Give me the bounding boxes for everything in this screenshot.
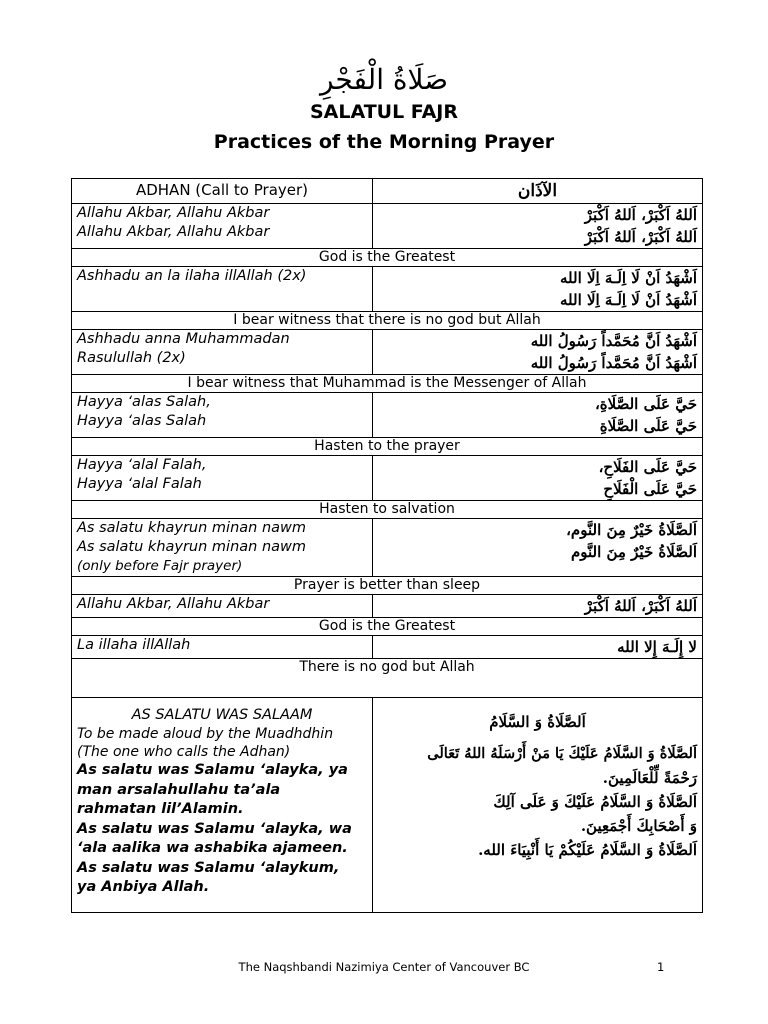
salawat-arabic-title: اَلصَّلَاةُ وَ السَّلَامُ [489,713,586,731]
meaning-row [72,312,703,330]
transliteration-line: As salatu khayrun minan nawm [77,539,307,555]
page-subtitle: Practices of the Morning Prayer [213,131,555,153]
salawat-arabic-line: وَ أَصْحَابِكَ أَجْمَعِينَ. [580,817,697,835]
table-row [72,636,703,659]
adhan-heading-arabic: الآذَان [373,179,703,204]
arabic-cell [373,393,703,438]
transliteration-line: La illaha illAllah [77,637,191,653]
table-row [72,519,703,577]
transliteration-line: Hayya ‘alas Salah, [77,394,211,410]
table-row [72,204,703,249]
meaning-text: Hasten to the prayer [72,438,703,456]
salawat-arabic-line: رَحْمَةً لِّلْعَالَمِينَ. [602,769,697,787]
arabic-cell [373,456,703,501]
transliteration-cell [72,456,373,501]
arabic-title: صَلَاةُ الْفَجْرِ [319,63,449,96]
transliteration-line: Ashhadu anna Muhammadan [77,331,290,347]
meaning-text: God is the Greatest [72,618,703,636]
meaning-text: Hasten to salvation [72,501,703,519]
meaning-text: I bear witness that Muhammad is the Messenger of Allah [72,375,703,393]
arabic-line: اَللهُ اَكْبَرْ، اَللهُ اَكْبَرْ [584,228,697,246]
arabic-line: حَيَّ عَلَى الْفَلَاحِ [603,480,697,498]
arabic-line: اَللهُ اَكْبَرْ، اَللهُ اَكْبَرْ [584,597,697,615]
salawat-line: As salatu was Salamu ‘alayka, ya [77,762,348,778]
salawat-arabic-line: اَلصَّلَاةُ وَ السَّلَامُ عَلَيْكَ وَ عَلَى آلِكَ [493,793,697,811]
transliteration-cell [72,267,373,312]
transliteration-cell [72,636,373,659]
table-row [72,456,703,501]
transliteration-note: (only before Fajr prayer) [77,558,243,574]
transliteration-cell [72,204,373,249]
salawat-note: (The one who calls the Adhan) [77,744,291,760]
meaning-row [72,438,703,456]
meaning-row [72,659,703,698]
transliteration-line: Hayya ‘alas Salah [77,413,207,429]
table-row [72,330,703,375]
adhan-table [71,178,703,913]
meaning-row [72,375,703,393]
salawat-line: ‘ala aalika wa ashabika ajameen. [77,840,348,856]
meaning-row [72,618,703,636]
transliteration-line: Ashhadu an la ilaha illAllah (2x) [77,268,307,284]
salawat-note: To be made aloud by the Muadhdhin [77,726,334,742]
meaning-row [72,501,703,519]
arabic-cell [373,204,703,249]
table-row [72,393,703,438]
salawat-transliteration-cell [72,698,373,913]
meaning-row [72,249,703,267]
meaning-text: God is the Greatest [72,249,703,267]
arabic-line: اَشْهَدُ اَنْ لَا اِلَـهَ اِلَا الله [559,269,697,287]
transliteration-line: Hayya ‘alal Falah [77,476,202,492]
transliteration-line: Allahu Akbar, Allahu Akbar [77,205,270,221]
arabic-cell [373,636,703,659]
salawat-line: As salatu was Salamu ‘alayka, wa [77,820,352,837]
salawat-row [72,698,703,913]
meaning-text: I bear witness that there is no god but Allah [72,312,703,330]
transliteration-cell [72,330,373,375]
footer-organization: The Naqshbandi Nazimiya Center of Vancouver BC [238,960,530,974]
arabic-cell [373,267,703,312]
arabic-line: حَيَّ عَلَى الصَّلَاةِ [599,417,697,435]
table-row [72,595,703,618]
transliteration-line: Hayya ‘alal Falah, [77,457,207,473]
arabic-cell [373,595,703,618]
page-number: 1 [657,960,665,974]
arabic-line: اَلصَّلَاةُ خَيْرٌ مِنَ النَّوم، [566,521,697,539]
transliteration-line: Rasulullah (2x) [77,350,186,366]
transliteration-cell [72,595,373,618]
meaning-text: Prayer is better than sleep [72,577,703,595]
salawat-arabic-line: اَلصَّلَاةُ وَ السَّلَامُ عَلَيْكُمْ يَا أَنْبِيَاءَ الله. [478,841,697,859]
arabic-line: اَشْهَدُ اَنَّ مُحَمَّداً رَسُولُ الله [530,332,697,350]
page-header [0,62,768,156]
adhan-heading: ADHAN (Call to Prayer) [72,179,373,204]
salawat-line: rahmatan lil’Alamin. [77,801,244,817]
arabic-line: اَشْهَدُ اَنْ لَا اِلَـهَ اِلَا الله [559,291,697,309]
transliteration-line: As salatu khayrun minan nawm [77,520,307,536]
salawat-title: AS SALATU WAS SALAAM [131,707,313,723]
arabic-line: اَلصَّلَاةُ خَيْرٌ مِنَ النَّوم [570,543,697,561]
table-row [72,267,703,312]
arabic-line: اَشْهَدُ اَنَّ مُحَمَّداً رَسُولُ الله [530,354,697,372]
transliteration-line: Allahu Akbar, Allahu Akbar [77,224,270,240]
salawat-arabic-cell [373,698,703,913]
transliteration-line: Allahu Akbar, Allahu Akbar [77,596,270,612]
transliteration-cell [72,393,373,438]
salawat-line: ya Anbiya Allah. [77,879,210,895]
arabic-cell [373,519,703,577]
arabic-line: اَللهُ اَكْبَرْ، اَللهُ اَكْبَرْ [584,206,697,224]
page-title: SALATUL FAJR [309,101,459,123]
arabic-cell [373,330,703,375]
table-header-row [72,179,703,204]
salawat-line: As salatu was Salamu ‘alaykum, [77,859,340,876]
arabic-line: لا إِلَـهَ إِلا الله [617,638,697,656]
meaning-row [72,577,703,595]
meaning-text: There is no god but Allah [72,659,703,698]
arabic-line: حَيَّ عَلَى الصَّلَاةِ، [594,395,697,413]
salawat-arabic-line: اَلصَّلَاةُ وَ السَّلَامُ عَلَيْكَ يَا مَنْ أَرْسَلَهُ اللهُ تَعَالَى [427,745,697,762]
transliteration-cell [72,519,373,577]
arabic-line: حَيَّ عَلَى الفَلَاحِ، [598,458,697,476]
salawat-line: man arsalahullahu ta’ala [77,781,281,798]
